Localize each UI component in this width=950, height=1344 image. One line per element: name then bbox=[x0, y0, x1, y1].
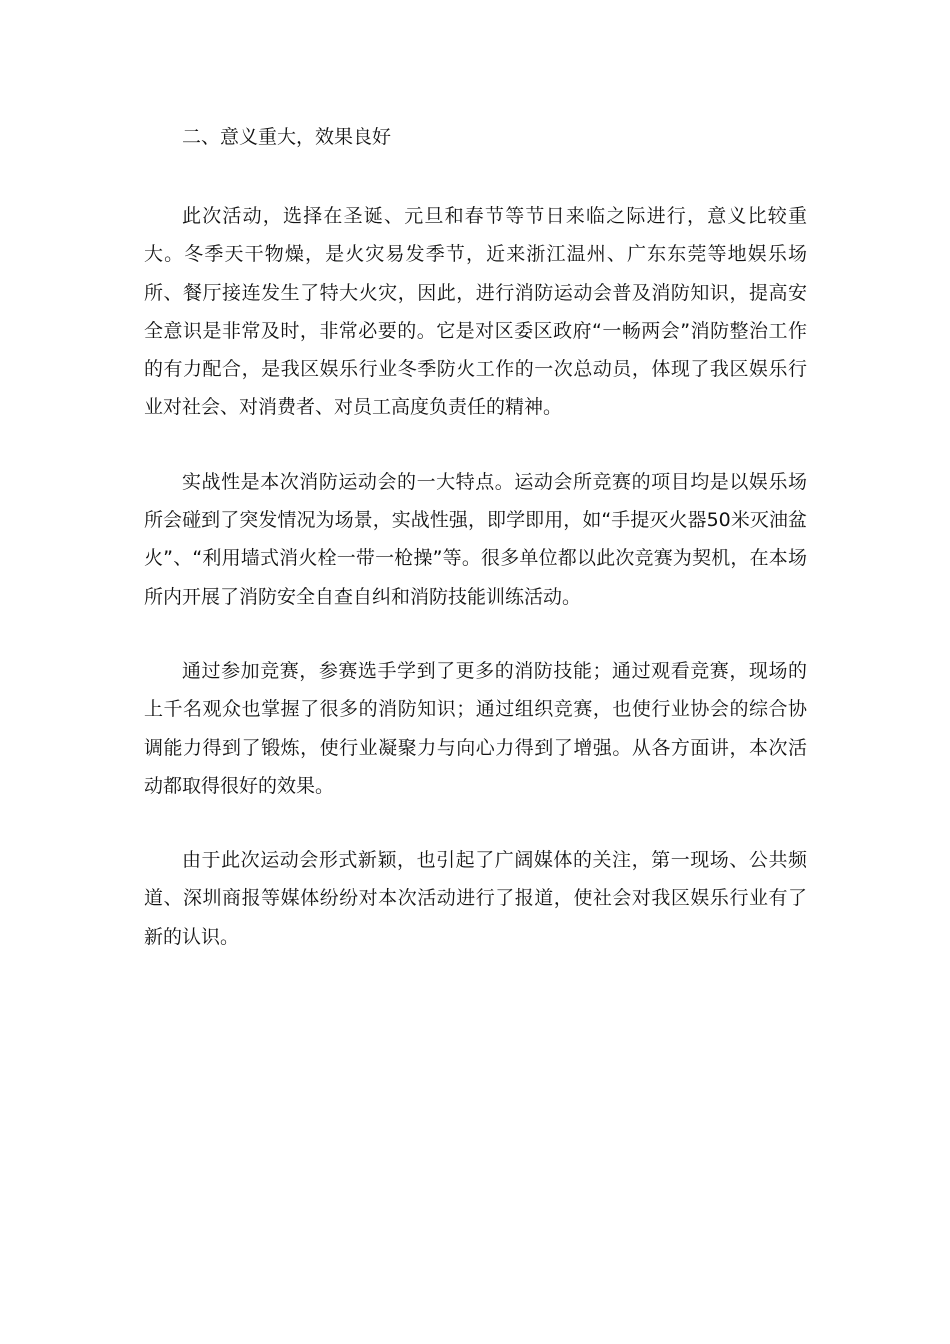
paragraph-media: 由于此次运动会形式新颖，也引起了广阔媒体的关注，第一现场、公共频道、深圳商报等媒体纷纷对本次活动进行了报道，使社会对我区娱乐行业有了新的认识。 bbox=[144, 849, 807, 948]
paragraph-results: 通过参加竞赛，参赛选手学到了更多的消防技能；通过观看竞赛，现场的上千名观众也掌握了很多的消防知识；通过组织竞赛，也使行业协会的综合协调能力得到了锻炼，使行业凝聚力与向心力得到了增强。从各方面讲，本次活动都取得很好的效果。 bbox=[144, 659, 807, 797]
section-heading: 二、意义重大，效果良好 bbox=[182, 126, 392, 148]
paragraph-significance: 此次活动，选择在圣诞、元旦和春节等节日来临之际进行，意义比较重大。冬季天干物燥，是火灾易发季节，近来浙江温州、广东东莞等地娱乐场所、餐厅接连发生了特大火灾，因此，进行消防运动会普及消防知识，提高安全意识是非常及时，非常必要的。它是对区委区政府“一畅两会”消防整治工作的有力配合，是我区娱乐行业冬季防火工作的一次总动员，体现了我区娱乐行业对社会、对消费者、对员工高度负责任的精神。 bbox=[144, 205, 807, 419]
paragraph-practicality: 实战性是本次消防运动会的一大特点。运动会所竞赛的项目均是以娱乐场所会碰到了突发情况为场景，实战性强，即学即用，如“手提灭火器50米灭油盆火”、“利用墙式消火栓一带一枪操”等。很多单位都以此次竞赛为契机，在本场所内开展了消防安全自查自纠和消防技能训练活动。 bbox=[144, 470, 807, 608]
document-body bbox=[144, 118, 807, 992]
